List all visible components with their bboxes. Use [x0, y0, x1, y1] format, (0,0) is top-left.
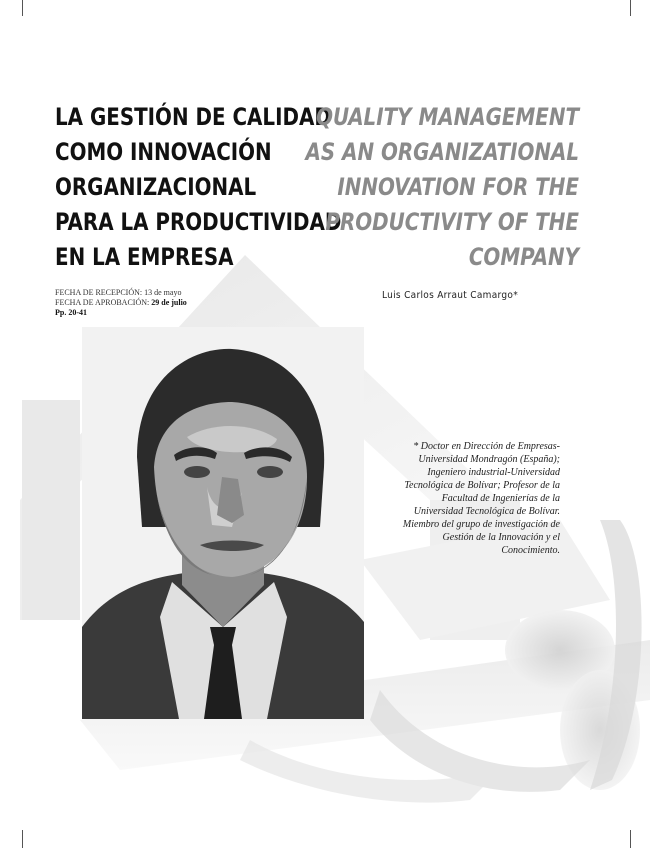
page-range-value: Pp. 20-41	[55, 308, 87, 317]
title-spanish-line: PARA LA PRODUCTIVIDAD	[55, 208, 342, 236]
author-photo	[82, 327, 364, 719]
author-name: Luis Carlos Arraut Camargo*	[382, 290, 518, 301]
title-spanish-line: ORGANIZACIONAL	[55, 173, 257, 201]
reception-date	[55, 288, 255, 298]
title-spanish-line: LA GESTIÓN DE CALIDAD	[55, 103, 331, 131]
approval-label: FECHA DE APROBACIÓN:	[55, 298, 150, 307]
reception-value: 13 de mayo	[144, 288, 182, 297]
title-spanish-line: EN LA EMPRESA	[55, 243, 234, 271]
approval-date	[55, 298, 255, 308]
portrait-illustration	[82, 327, 364, 719]
title-spanish-line: COMO INNOVACIÓN	[55, 138, 272, 166]
title-spanish	[55, 100, 342, 275]
page-range	[55, 308, 255, 318]
title-english-line: AS AN ORGANIZATIONAL	[305, 138, 579, 166]
title-english-line: INNOVATION FOR THE	[337, 173, 579, 201]
title-english	[303, 100, 579, 275]
article-metadata	[55, 288, 255, 318]
author-biography: * Doctor en Dirección de Empresas-Universidad Mondragón (España); Ingeniero industrial-Universidad Tecnológica de Bolívar; Profesor de la Facultad de Ingenierías de la Universidad Tecnológica de Bolívar. Miembro del grupo de investigación de Gestión de la Innovación y el Conocimiento.	[402, 441, 560, 556]
title-english-line: QUALITY MANAGEMENT	[316, 103, 579, 131]
approval-value: 29 de julio	[151, 298, 187, 307]
title-english-line: PRODUCTIVITY OF THE	[325, 208, 579, 236]
title-english-line: COMPANY	[468, 243, 579, 271]
reception-label: FECHA DE RECEPCIÓN:	[55, 288, 143, 297]
